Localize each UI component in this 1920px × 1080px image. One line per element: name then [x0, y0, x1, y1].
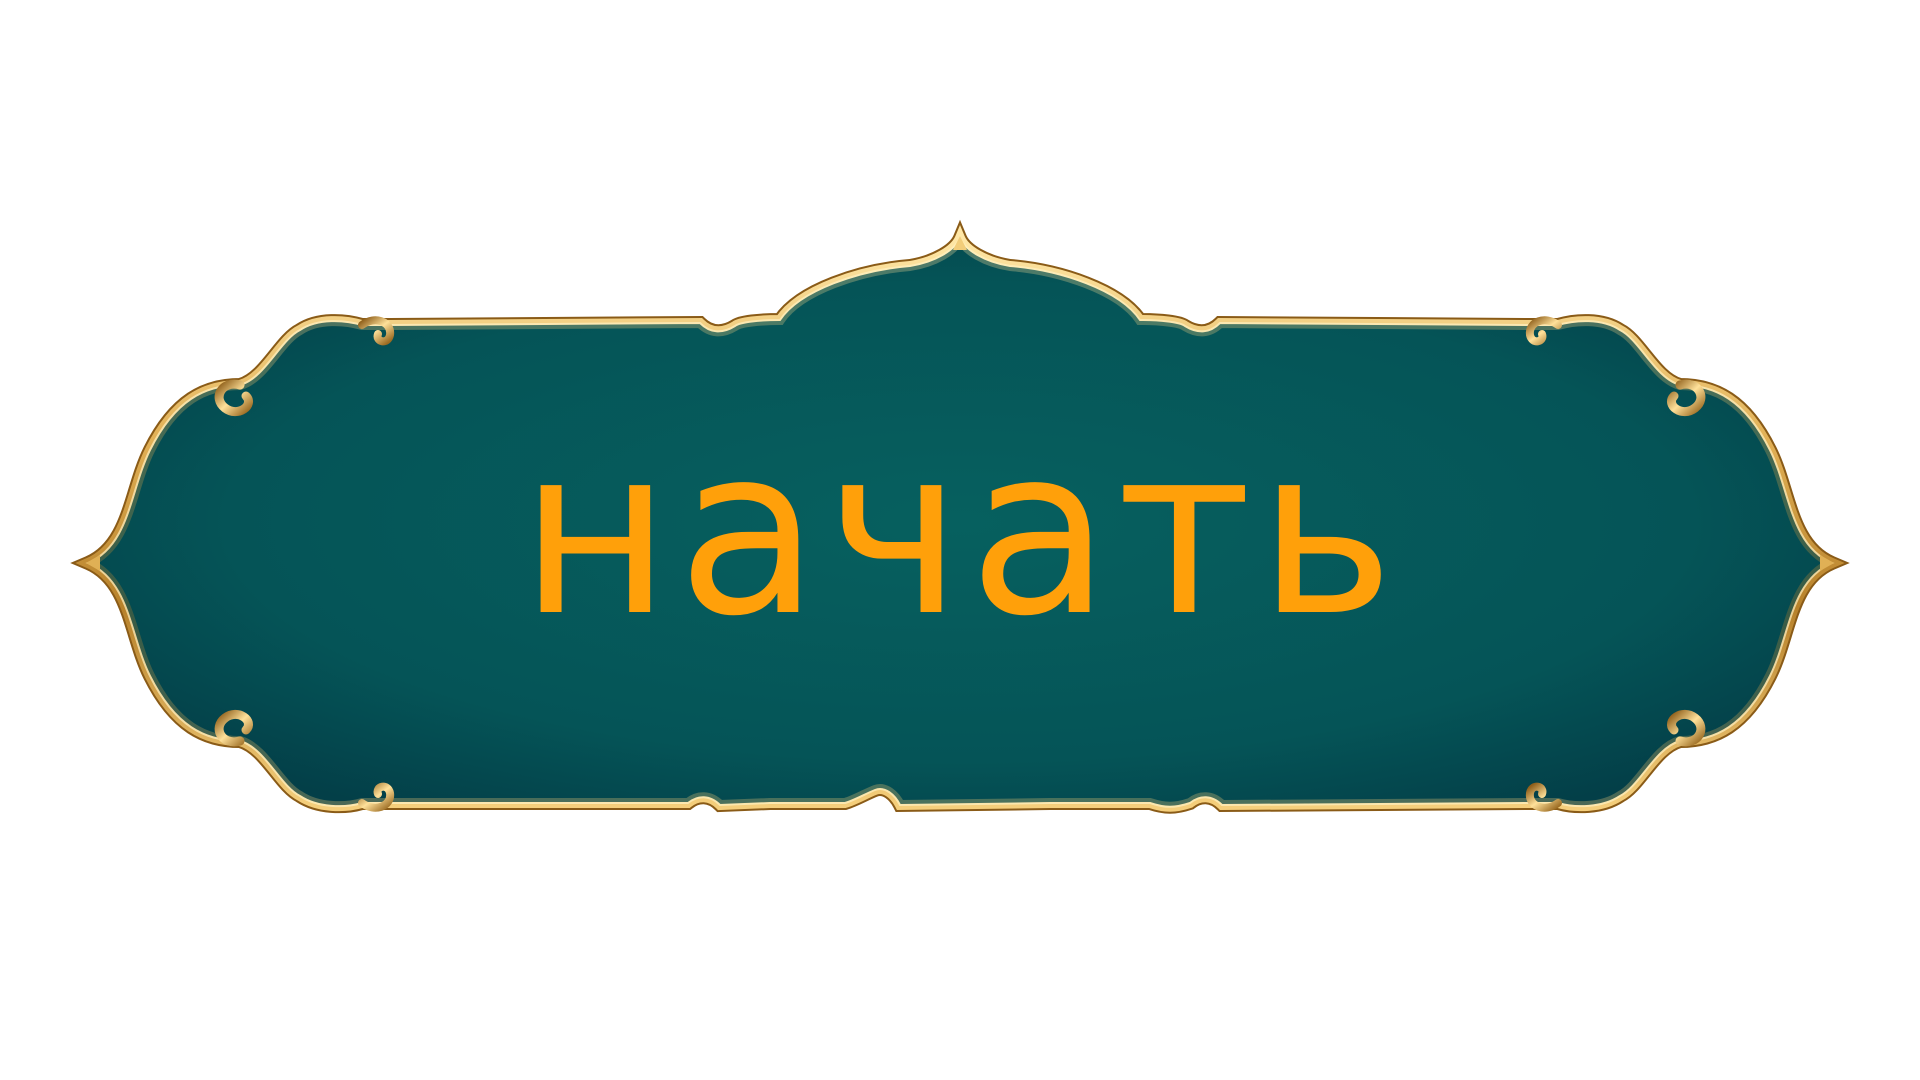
- start-button-label: начать: [519, 397, 1401, 667]
- start-button[interactable]: [110, 290, 1810, 810]
